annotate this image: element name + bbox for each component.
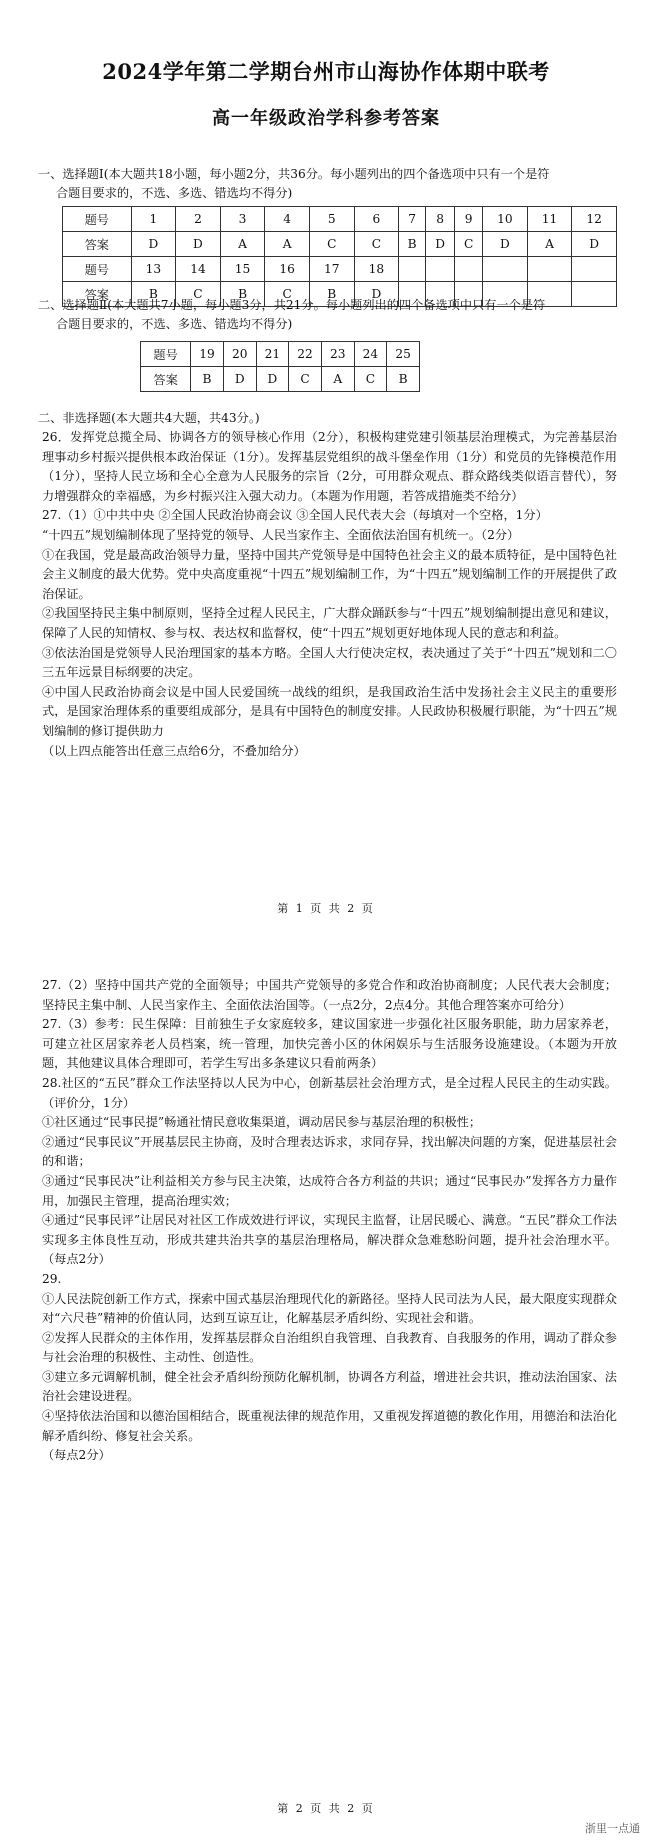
answer-cell: C bbox=[265, 282, 310, 307]
question-number-cell: 16 bbox=[265, 257, 310, 282]
question-number-cell: 23 bbox=[321, 342, 354, 367]
question-number-cell: 11 bbox=[527, 207, 572, 232]
section1-heading: 一、选择题Ⅰ(本大题共18小题，每小题2分，共36分。每小题列出的四个备选项中只有一个是符 合题目要求的，不选、多选、错选均不得分) bbox=[38, 167, 550, 200]
answer-paragraph: ③通过“民事民决”让利益相关方参与民主决策，达成符合各方利益的共识；通过“民事民办”发挥各方力量作用，加强民主管理，提高治理实效； bbox=[42, 1173, 617, 1208]
answer-cell: A bbox=[220, 232, 265, 257]
question-number-cell: 17 bbox=[309, 257, 354, 282]
watermark: 浙里一点通 bbox=[585, 1822, 640, 1835]
question-number-cell: 19 bbox=[191, 342, 224, 367]
question-number-cell bbox=[572, 257, 617, 282]
table-row bbox=[141, 342, 420, 367]
answer-cell: C bbox=[354, 367, 387, 392]
answer-cell: D bbox=[354, 282, 399, 307]
answer-paragraph: ③依法治国是党领导人民治理国家的基本方略。全国人大行使决定权，表决通过了关于“十四五”规划和二〇三五年远景目标纲要的决定。 bbox=[42, 645, 617, 680]
row-label: 答案 bbox=[63, 282, 132, 307]
answer-paragraph: 26．发挥党总揽全局、协调各方的领导核心作用（2分），积极构建党建引领基层治理模式，为完善基层治理事动乡村振兴提供根本政治保证（1分）。发挥基层党组织的战斗堡垒作用（1分）和党员的先锋模范作用（1分），坚持人民立场和全心全意为人民服务的宗旨（2分，可用群众观点、群众路线类似语言替代），努力增强群众的幸福感，为乡村振兴注入强大动力。（本题为作用题，若答成措施类不给分） bbox=[42, 430, 617, 503]
section2-heading: 二、选择题Ⅱ(本大题共7小题，每小题3分，共21分。每小题列出的四个备选项中只有一个是符 合题目要求的，不选、多选、错选均不得分) bbox=[38, 298, 546, 331]
answer-paragraph: ②发挥人民群众的主体作用，发挥基层群众自治组织自我管理、自我教育、自我服务的作用，调动了群众参与社会治理的积极性、主动性、创造性。 bbox=[42, 1330, 617, 1365]
section3-heading: 二、非选择题(本大题共4大题，共43分。) bbox=[38, 411, 260, 425]
question-number-cell bbox=[426, 257, 455, 282]
answer-cell: C bbox=[176, 282, 221, 307]
answer-cell: C bbox=[309, 232, 354, 257]
question-number-cell: 9 bbox=[455, 207, 483, 232]
question-number-cell: 4 bbox=[265, 207, 310, 232]
question-number-cell bbox=[527, 257, 572, 282]
question-number-cell: 8 bbox=[426, 207, 455, 232]
answer-paragraph: ④坚持依法治国和以德治国相结合，既重视法律的规范作用，又重视发挥道德的教化作用，用德治和法治化解矛盾纠纷、修复社会关系。 bbox=[42, 1409, 617, 1443]
answer-paragraph: ②我国坚持民主集中制原则，坚持全过程人民民主，广大群众踊跃参与“十四五”规划编制提出意见和建议，保障了人民的知情权、参与权、表达权和监督权，使“十四五”规划更好地体现人民的意志和利益。 bbox=[42, 606, 617, 640]
answer-cell: C bbox=[455, 232, 483, 257]
document-subtitle: 高一年级政治学科参考答案 bbox=[212, 108, 440, 129]
answer-paragraph: 27.（2）坚持中国共产党的全面领导；中国共产党领导的多党合作和政治协商制度；人民代表大会制度；坚持民主集中制、人民当家作主、全面依法治国等。（一点2分，2点4分。其他合理答案亦可给分） bbox=[42, 978, 617, 1012]
question-number-cell bbox=[399, 257, 426, 282]
question-number-cell: 22 bbox=[289, 342, 322, 367]
question-number-cell bbox=[483, 257, 528, 282]
question-number-cell: 1 bbox=[131, 207, 176, 232]
answer-cell: A bbox=[265, 232, 310, 257]
question-number-cell: 25 bbox=[387, 342, 420, 367]
table-row bbox=[63, 207, 617, 232]
answer-cell: B bbox=[220, 282, 265, 307]
row-label: 题号 bbox=[63, 207, 132, 232]
answer-cell: B bbox=[309, 282, 354, 307]
table-row bbox=[141, 367, 420, 392]
answer-paragraph: ①社区通过“民事民提”畅通社情民意收集渠道，调动居民参与基层治理的积极性； bbox=[42, 1115, 482, 1130]
answer-paragraph: （以上四点能答出任意三点给6分，不叠加给分） bbox=[42, 743, 306, 758]
answer-cell: D bbox=[176, 232, 221, 257]
page1-answers bbox=[42, 428, 617, 761]
row-label: 题号 bbox=[63, 257, 132, 282]
answer-cell: B bbox=[131, 282, 176, 307]
row-label: 题号 bbox=[141, 342, 191, 367]
answer-paragraph: 29. bbox=[42, 1271, 62, 1286]
page-number: 第 1 页 共 2 页 bbox=[277, 902, 375, 915]
answer-cell: A bbox=[527, 232, 572, 257]
answer-cell: D bbox=[426, 232, 455, 257]
answer-page-2 bbox=[0, 960, 652, 1842]
answer-paragraph: （每点2分） bbox=[42, 1448, 111, 1463]
question-number-cell: 2 bbox=[176, 207, 221, 232]
answer-paragraph: “十四五”规划编制体现了坚持党的领导、人民当家作主、全面依法治国有机统一。（2分） bbox=[42, 527, 520, 542]
row-label: 答案 bbox=[63, 232, 132, 257]
question-number-cell: 24 bbox=[354, 342, 387, 367]
answer-cell: A bbox=[321, 367, 354, 392]
answer-cell: D bbox=[483, 232, 528, 257]
answer-cell: D bbox=[131, 232, 176, 257]
question-number-cell: 15 bbox=[220, 257, 265, 282]
question-number-cell: 21 bbox=[256, 342, 289, 367]
question-number-cell: 12 bbox=[572, 207, 617, 232]
answer-paragraph: 27.（1）①中共中央 ②全国人民政治协商会议 ③全国人民代表大会（每填对一个空格，1分） bbox=[42, 508, 548, 523]
question-number-cell: 7 bbox=[399, 207, 426, 232]
question-number-cell: 20 bbox=[223, 342, 256, 367]
question-number-cell bbox=[455, 257, 483, 282]
answer-table-2 bbox=[140, 341, 420, 392]
answer-cell: B bbox=[399, 232, 426, 257]
answer-paragraph: 27.（3）参考：民生保障：目前独生子女家庭较多，建议国家进一步强化社区服务职能，助力居家养老，可建立社区居家养老人员档案，统一管理，加快完善小区的休闲娱乐与生活服务设施建设。（本题为开放题，其他建议具体合理即可，若学生写出多条建议只看前两条） bbox=[42, 1017, 617, 1071]
question-number-cell: 6 bbox=[354, 207, 399, 232]
document-title: 2024学年第二学期台州市山海协作体期中联考 bbox=[102, 59, 550, 84]
answer-paragraph: ④通过“民事民评”让居民对社区工作成效进行评议，实现民主监督，让居民暖心、满意。“五民”群众工作法实现多主体良性互动，形成共建共治共享的基层治理格局，解决群众急难愁盼问题，提升社会治理水平。（每点2分） bbox=[42, 1213, 617, 1267]
answer-paragraph: ①人民法院创新工作方式，探索中国式基层治理现代化的新路径。坚持人民司法为人民，最大限度实现群众对“六尺巷”精神的价值认同，达到互谅互让，化解基层矛盾纠纷、实现社会和谐。 bbox=[42, 1291, 617, 1326]
answer-paragraph: ②通过“民事民议”开展基层民主协商，及时合理表达诉求，求同存异，找出解决问题的方案，促进基层社会的和谐； bbox=[42, 1134, 617, 1169]
answer-cell: D bbox=[572, 232, 617, 257]
answer-paragraph: ③建立多元调解机制，健全社会矛盾纠纷预防化解机制，协调各方利益，增进社会共识，推动法治国家、法治社会建设进程。 bbox=[42, 1369, 617, 1404]
row-label: 答案 bbox=[141, 367, 191, 392]
question-number-cell: 18 bbox=[354, 257, 399, 282]
answer-cell: B bbox=[387, 367, 420, 392]
answer-cell: B bbox=[191, 367, 224, 392]
answer-cell: C bbox=[289, 367, 322, 392]
question-number-cell: 14 bbox=[176, 257, 221, 282]
table-row bbox=[63, 232, 617, 257]
question-number-cell: 3 bbox=[220, 207, 265, 232]
answer-cell: D bbox=[256, 367, 289, 392]
answer-cell: D bbox=[223, 367, 256, 392]
table-row bbox=[63, 257, 617, 282]
answer-table-1 bbox=[62, 206, 617, 307]
page2-answers bbox=[42, 976, 617, 1466]
page-number: 第 2 页 共 2 页 bbox=[277, 1802, 375, 1815]
question-number-cell: 5 bbox=[309, 207, 354, 232]
answer-paragraph: 28.社区的“五民”群众工作法坚持以人民为中心，创新基层社会治理方式，是全过程人民民主的生动实践。（评价分，1分） bbox=[42, 1075, 617, 1110]
answer-paragraph: ①在我国，党是最高政治领导力量，坚持中国共产党领导是中国特色社会主义的最本质特征，是中国特色社会主义制度的最大优势。党中央高度重视“十四五”规划编制工作，为“十四五”规划编制工作的开展提供了政治保证。 bbox=[42, 547, 617, 601]
question-number-cell: 13 bbox=[131, 257, 176, 282]
answer-cell: C bbox=[354, 232, 399, 257]
question-number-cell: 10 bbox=[483, 207, 528, 232]
answer-paragraph: ④中国人民政治协商会议是中国人民爱国统一战线的组织，是我国政治生活中发扬社会主义民主的重要形式，是国家治理体系的重要组成部分，是具有中国特色的制度安排。人民政协积极履行职能，为“十四五”规划编制的修订提供助力 bbox=[42, 684, 617, 738]
